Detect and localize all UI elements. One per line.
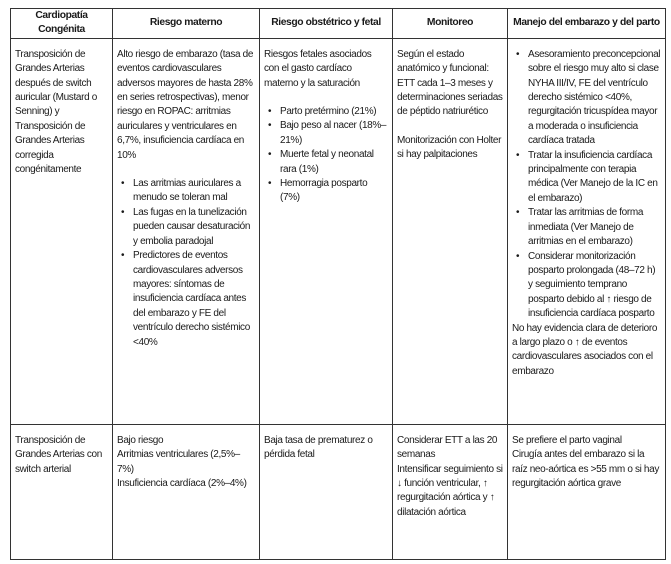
list-item: • Tratar la insuficiencia cardíaca principalmente con terapia médica (Ver Manejo de la IC en el embarazo) — [528, 149, 661, 207]
list-item: • Considerar monitorización posparto prolongada (48–72 h) y seguimiento temprano posparto debido al ↑ riesgo de insuficiencia cardíaca posparto — [528, 250, 661, 322]
header-monitoring: Monitoreo — [393, 9, 508, 39]
monitoring-cell — [393, 38, 508, 424]
monitoring-cell — [393, 424, 508, 559]
header-obstetric-risk: Riesgo obstétrico y fetal — [260, 9, 393, 39]
list-item: • Tratar las arritmias de forma inmediata (Ver Manejo de arritmias en el embarazo) — [528, 206, 661, 249]
list-item: • Predictores de eventos cardiovasculares adversos mayores: síntomas de insuficiencia cardíaca antes del embarazo y FE del ventrículo derecho sistémico <40% — [133, 249, 255, 350]
list-item: • Bajo peso al nacer (18%–21%) — [280, 119, 388, 148]
condition-cell: Transposición de Grandes Arterias con switch arterial — [11, 424, 113, 559]
maternal-risk-text: Insuficiencia cardíaca (2%–4%) — [117, 478, 247, 490]
header-row — [11, 9, 666, 39]
table-row — [11, 38, 666, 424]
maternal-risk-text: Arritmias ventriculares (2,5%–7%) — [117, 449, 240, 475]
header-maternal-risk: Riesgo materno — [113, 9, 260, 39]
header-management: Manejo del embarazo y del parto — [508, 9, 666, 39]
obstetric-risk-intro: Riesgos fetales asociados con el gasto cardíaco materno y la saturación — [264, 48, 372, 89]
list-item: • Las arritmias auriculares a menudo se toleran mal — [133, 177, 255, 206]
maternal-risk-cell — [113, 424, 260, 559]
list-item: • Asesoramiento preconcepcional sobre el riesgo muy alto si clase NYHA III/IV, FE del ventrículo derecho sistémico <40%, regurgitación tricuspídea mayor a moderada o insuficiencia cardíaca tratada — [528, 48, 661, 149]
condition-cell: Transposición de Grandes Arterias después de switch auricular (Mustard o Senning) y Transposición de Grandes Arterias corregida congénitamente — [11, 38, 113, 424]
congenital-heart-disease-table — [10, 8, 666, 560]
list-item: • Parto pretérmino (21%) — [280, 105, 388, 119]
maternal-risk-list — [117, 177, 255, 350]
list-item: • Hemorragia posparto (7%) — [280, 177, 388, 206]
header-condition: Cardiopatía Congénita — [11, 9, 113, 39]
obstetric-risk-cell: Baja tasa de prematurez o pérdida fetal — [260, 424, 393, 559]
maternal-risk-cell — [113, 38, 260, 424]
management-note: No hay evidencia clara de deterioro a largo plazo o ↑ de eventos cardiovasculares asociados con el embarazo — [512, 322, 658, 377]
maternal-risk-intro: Alto riesgo de embarazo (tasa de eventos cardiovasculares adversos mayores de hasta 28% en series retrospectivas), menor riesgo en ROPAC: arritmias auriculares y ventriculares en 6,7%, insuficiencia cardíaca en 10% — [117, 48, 254, 161]
management-text: Se prefiere el parto vaginal — [512, 434, 622, 446]
maternal-risk-text: Bajo riesgo — [117, 434, 164, 446]
monitoring-text: Intensificar seguimiento si ↓ función ventricular, ↑ regurgitación aórtica y ↑ dilatación aórtica — [397, 463, 503, 518]
management-cell — [508, 38, 666, 424]
monitoring-text: Considerar ETT a las 20 semanas — [397, 434, 498, 461]
management-cell — [508, 424, 666, 559]
list-item: • Las fugas en la tunelización pueden causar desaturación y embolia paradojal — [133, 206, 255, 249]
obstetric-risk-cell — [260, 38, 393, 424]
management-text: Cirugía antes del embarazo si la raíz neo-aórtica es >55 mm o si hay regurgitación aórtica grave — [512, 449, 659, 490]
table-row — [11, 424, 666, 559]
monitoring-text: Monitorización con Holter si hay palpitaciones — [397, 134, 502, 161]
list-item: • Muerte fetal y neonatal rara (1%) — [280, 148, 388, 177]
monitoring-text: Según el estado anatómico y funcional: ETT cada 1–3 meses y determinaciones seriadas de péptido natriurético — [397, 48, 503, 118]
obstetric-risk-list — [264, 105, 388, 206]
management-list — [512, 48, 661, 322]
